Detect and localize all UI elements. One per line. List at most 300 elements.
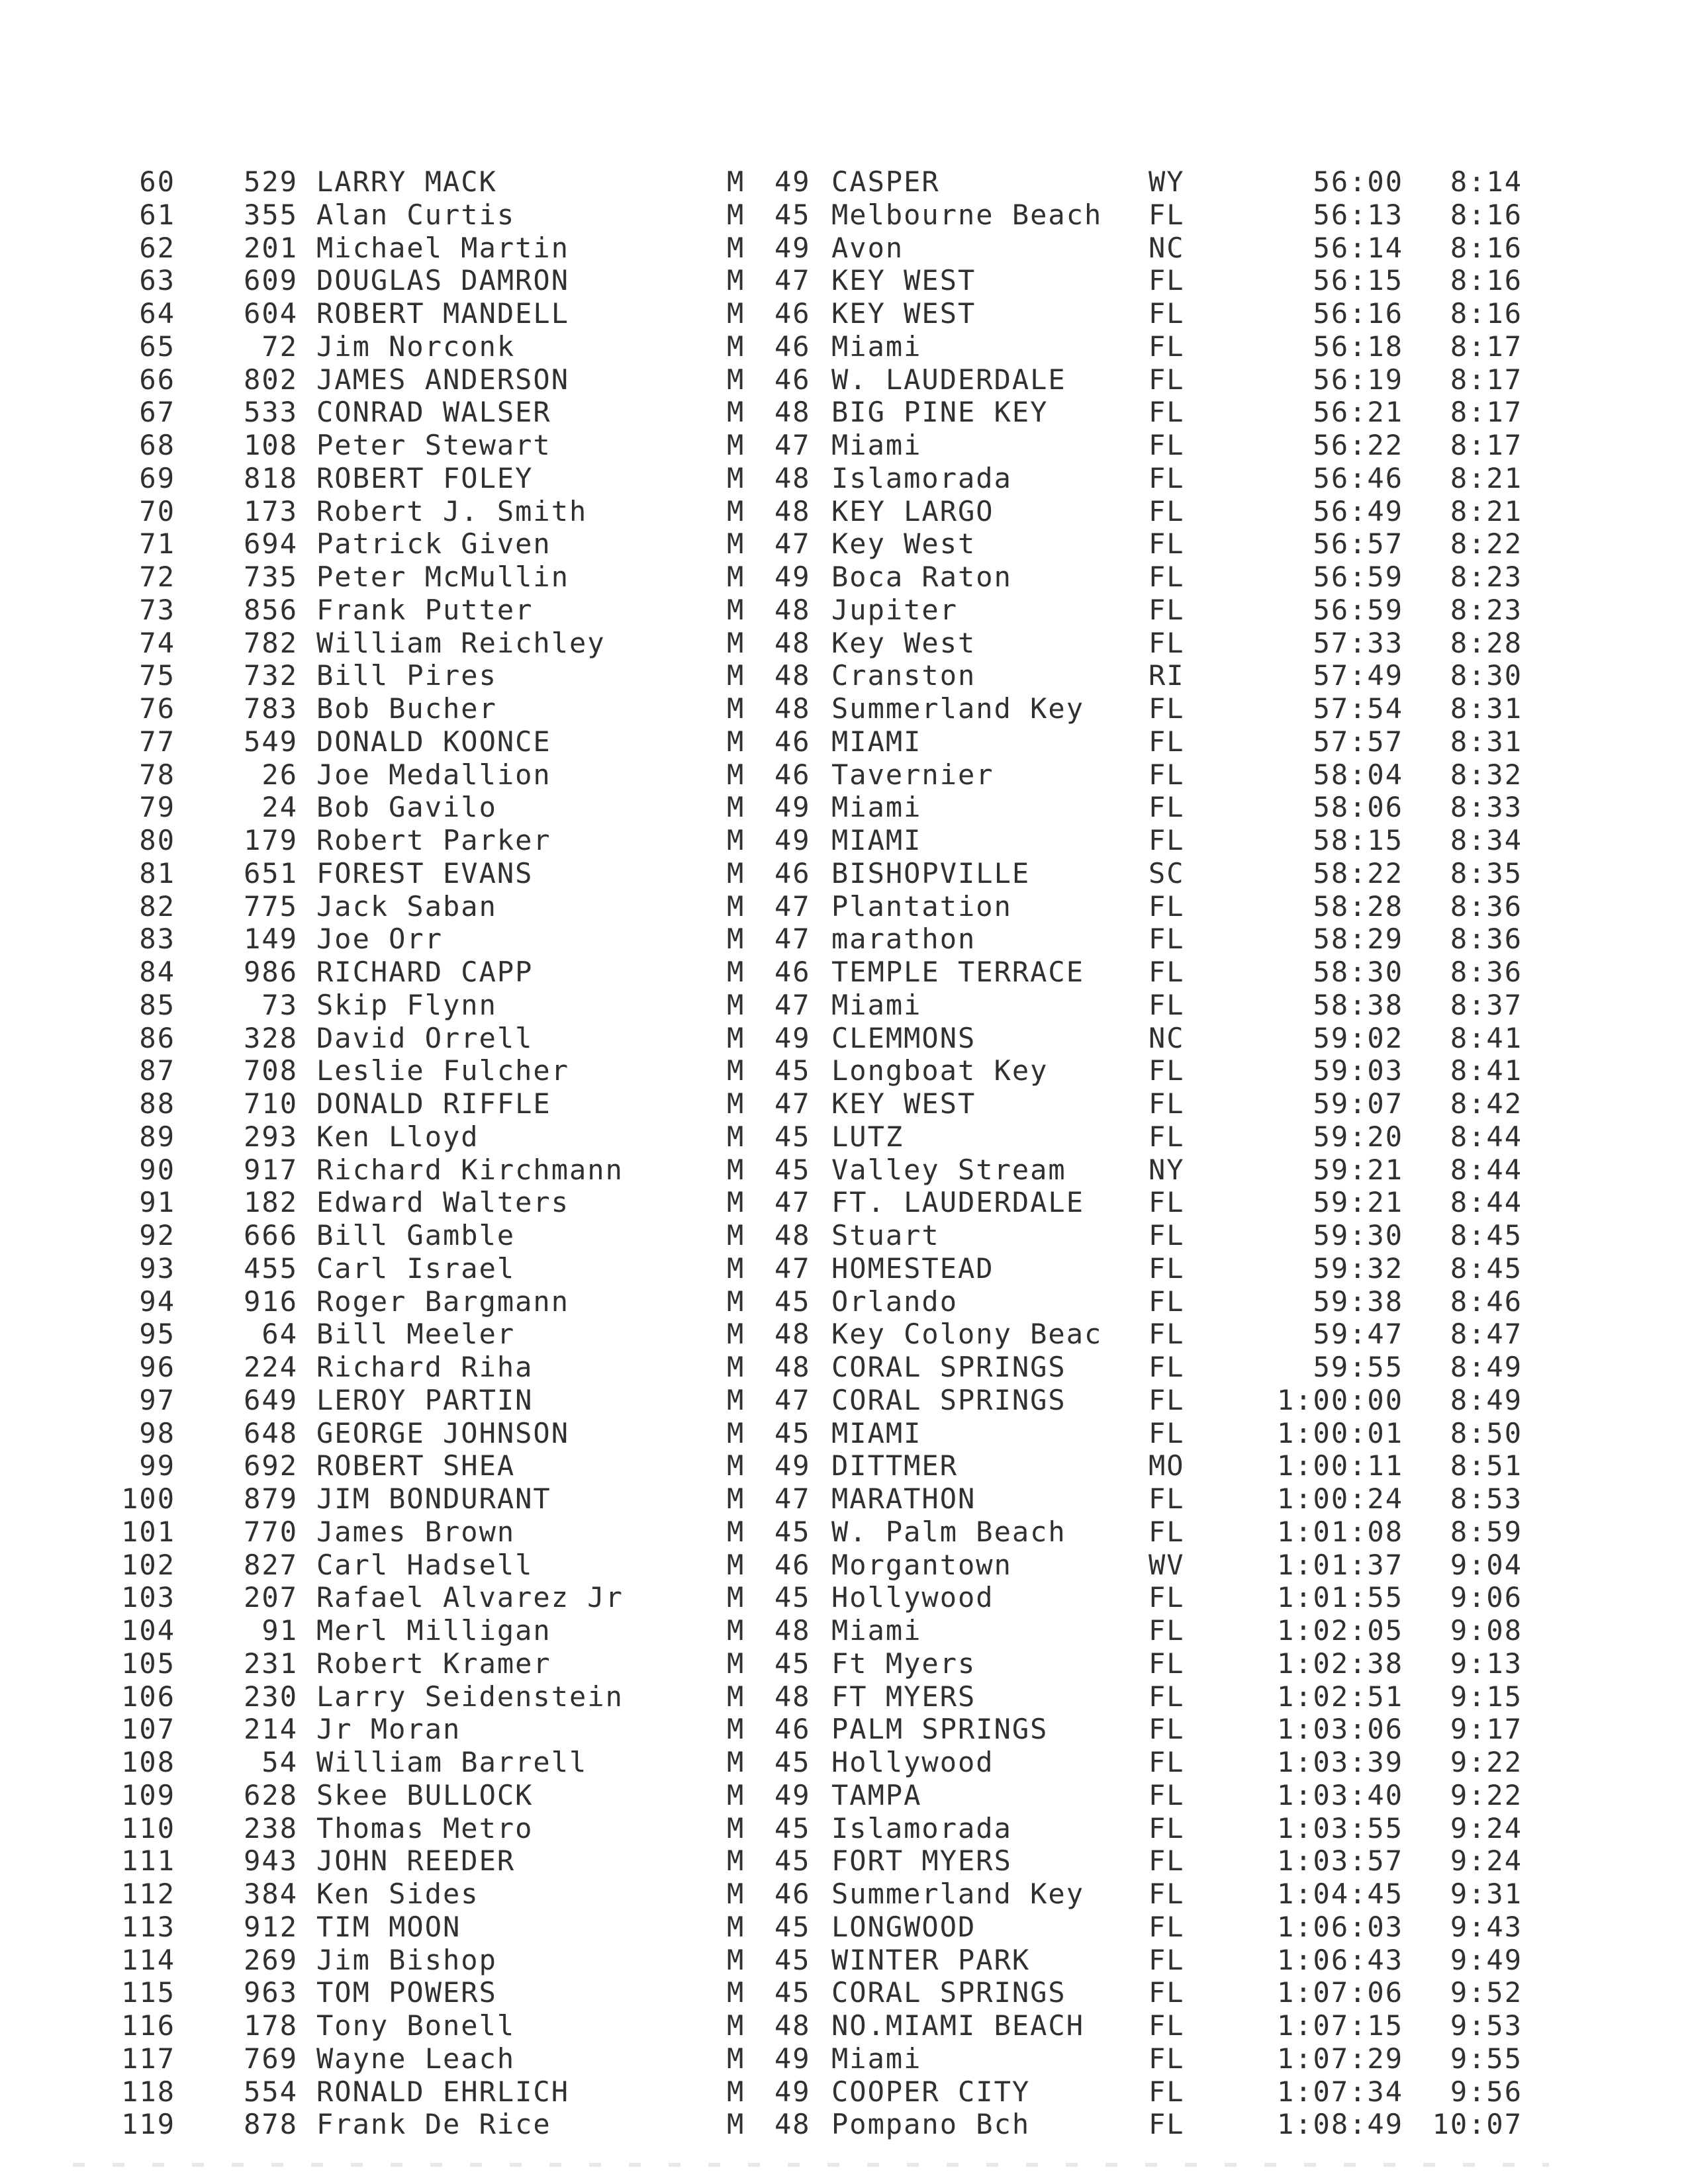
age-cell: 47 — [774, 1186, 811, 1219]
age-cell: 48 — [774, 593, 811, 626]
result-row — [0, 232, 1688, 265]
name-cell: TOM POWERS — [316, 1976, 497, 2009]
name-cell: Robert Parker — [316, 824, 551, 856]
scan-artifact-line — [73, 2163, 1549, 2167]
city-cell: TAMPA — [831, 1778, 922, 1811]
age-cell: 45 — [774, 1910, 811, 1943]
state-cell: FL — [1149, 1219, 1185, 1251]
city-cell: CORAL SPRINGS — [831, 1383, 1066, 1416]
pace-cell: 8:33 — [1450, 791, 1523, 824]
pace-cell: 8:23 — [1450, 561, 1523, 593]
age-cell: 49 — [774, 1449, 811, 1482]
place-cell: 84 — [139, 956, 175, 988]
state-cell: FL — [1149, 758, 1185, 791]
place-cell: 104 — [121, 1614, 175, 1647]
age-cell: 48 — [774, 396, 811, 429]
sex-cell: M — [727, 1219, 745, 1251]
time-cell: 1:02:05 — [1276, 1614, 1403, 1647]
bib-cell: 770 — [244, 1515, 298, 1548]
state-cell: MO — [1149, 1449, 1185, 1482]
bib-cell: 384 — [244, 1878, 298, 1910]
place-cell: 61 — [139, 198, 175, 231]
result-row — [0, 1087, 1688, 1120]
age-cell: 45 — [774, 1976, 811, 2009]
name-cell: Frank Putter — [316, 593, 534, 626]
age-cell: 45 — [774, 1515, 811, 1548]
city-cell: Summerland Key — [831, 1878, 1085, 1910]
name-cell: TIM MOON — [316, 1910, 461, 1943]
state-cell: FL — [1149, 264, 1185, 297]
place-cell: 116 — [121, 2009, 175, 2042]
age-cell: 47 — [774, 889, 811, 923]
result-row — [0, 725, 1688, 758]
time-cell: 1:02:51 — [1276, 1680, 1403, 1713]
result-row — [0, 1581, 1688, 1614]
result-row — [0, 1976, 1688, 2009]
bib-cell: 455 — [244, 1251, 298, 1285]
city-cell: Hollywood — [831, 1746, 994, 1778]
result-row — [0, 890, 1688, 923]
sex-cell: M — [727, 231, 745, 264]
time-cell: 1:03:57 — [1276, 1844, 1403, 1878]
state-cell: FL — [1149, 494, 1185, 527]
age-cell: 49 — [774, 2042, 811, 2075]
state-cell: FL — [1149, 198, 1185, 231]
result-row — [0, 396, 1688, 429]
city-cell: BISHOPVILLE — [831, 856, 1031, 889]
time-cell: 56:57 — [1313, 527, 1403, 561]
sex-cell: M — [727, 1285, 745, 1318]
state-cell: FL — [1149, 1383, 1185, 1416]
place-cell: 64 — [139, 297, 175, 330]
pace-cell: 9:55 — [1450, 2042, 1523, 2075]
bib-cell: 735 — [244, 561, 298, 593]
time-cell: 1:04:45 — [1276, 1878, 1403, 1910]
name-cell: Frank De Rice — [316, 2108, 551, 2141]
sex-cell: M — [727, 1021, 745, 1054]
pace-cell: 8:31 — [1450, 725, 1523, 758]
age-cell: 48 — [774, 659, 811, 692]
bib-cell: 769 — [244, 2042, 298, 2075]
age-cell: 46 — [774, 1878, 811, 1910]
bib-cell: 549 — [244, 725, 298, 758]
sex-cell: M — [727, 1713, 745, 1746]
result-row — [0, 199, 1688, 232]
sex-cell: M — [727, 1680, 745, 1713]
time-cell: 1:07:34 — [1276, 2075, 1403, 2108]
sex-cell: M — [727, 1746, 745, 1778]
sex-cell: M — [727, 1614, 745, 1647]
age-cell: 48 — [774, 461, 811, 494]
result-row — [0, 594, 1688, 627]
place-cell: 60 — [139, 165, 175, 198]
state-cell: FL — [1149, 889, 1185, 923]
sex-cell: M — [727, 1910, 745, 1943]
bib-cell: 73 — [261, 988, 298, 1021]
name-cell: William Reichley — [316, 626, 606, 659]
city-cell: Key West — [831, 527, 976, 561]
result-row — [0, 1417, 1688, 1450]
state-cell: NC — [1149, 1021, 1185, 1054]
state-cell: FL — [1149, 1910, 1185, 1943]
age-cell: 46 — [774, 758, 811, 791]
time-cell: 58:30 — [1313, 956, 1403, 988]
name-cell: DONALD KOONCE — [316, 725, 551, 758]
pace-cell: 8:34 — [1450, 824, 1523, 856]
pace-cell: 8:44 — [1450, 1186, 1523, 1219]
result-row — [0, 1944, 1688, 1977]
bib-cell: 179 — [244, 824, 298, 856]
sex-cell: M — [727, 1153, 745, 1186]
city-cell: Ft Myers — [831, 1647, 976, 1680]
state-cell: FL — [1149, 363, 1185, 396]
state-cell: WY — [1149, 165, 1185, 198]
result-row — [0, 462, 1688, 495]
city-cell: Miami — [831, 1614, 922, 1647]
place-cell: 93 — [139, 1251, 175, 1285]
name-cell: James Brown — [316, 1515, 516, 1548]
name-cell: Peter McMullin — [316, 561, 570, 593]
bib-cell: 604 — [244, 297, 298, 330]
time-cell: 1:00:00 — [1276, 1383, 1403, 1416]
bib-cell: 64 — [261, 1318, 298, 1351]
city-cell: Islamorada — [831, 1811, 1012, 1844]
city-cell: CORAL SPRINGS — [831, 1351, 1066, 1383]
city-cell: W. Palm Beach — [831, 1515, 1066, 1548]
age-cell: 45 — [774, 1120, 811, 1153]
result-row — [0, 1449, 1688, 1482]
name-cell: Jim Norconk — [316, 330, 516, 363]
city-cell: Cranston — [831, 659, 976, 692]
sex-cell: M — [727, 1383, 745, 1416]
state-cell: FL — [1149, 1416, 1185, 1449]
bib-cell: 207 — [244, 1581, 298, 1614]
bib-cell: 609 — [244, 264, 298, 297]
name-cell: JAMES ANDERSON — [316, 363, 570, 396]
bib-cell: 963 — [244, 1976, 298, 2009]
sex-cell: M — [727, 1318, 745, 1351]
pace-cell: 8:50 — [1450, 1416, 1523, 1449]
bib-cell: 878 — [244, 2108, 298, 2141]
pace-cell: 8:53 — [1450, 1482, 1523, 1515]
age-cell: 48 — [774, 1351, 811, 1383]
state-cell: FL — [1149, 1120, 1185, 1153]
pace-cell: 8:23 — [1450, 593, 1523, 626]
pace-cell: 8:17 — [1450, 330, 1523, 363]
sex-cell: M — [727, 593, 745, 626]
name-cell: Patrick Given — [316, 527, 551, 561]
bib-cell: 708 — [244, 1054, 298, 1087]
state-cell: FL — [1149, 988, 1185, 1021]
state-cell: FL — [1149, 1680, 1185, 1713]
name-cell: William Barrell — [316, 1746, 588, 1778]
age-cell: 46 — [774, 1548, 811, 1581]
state-cell: NY — [1149, 1153, 1185, 1186]
state-cell: FL — [1149, 1778, 1185, 1811]
name-cell: FOREST EVANS — [316, 856, 534, 889]
age-cell: 45 — [774, 1054, 811, 1087]
time-cell: 59:02 — [1313, 1021, 1403, 1054]
result-row — [0, 758, 1688, 792]
time-cell: 1:03:06 — [1276, 1713, 1403, 1746]
name-cell: RONALD EHRLICH — [316, 2075, 570, 2108]
state-cell: WV — [1149, 1548, 1185, 1581]
pace-cell: 8:17 — [1450, 363, 1523, 396]
time-cell: 1:01:37 — [1276, 1548, 1403, 1581]
result-row — [0, 923, 1688, 956]
time-cell: 58:22 — [1313, 856, 1403, 889]
time-cell: 56:00 — [1313, 165, 1403, 198]
result-row — [0, 857, 1688, 890]
sex-cell: M — [727, 824, 745, 856]
bib-cell: 108 — [244, 429, 298, 461]
state-cell: FL — [1149, 561, 1185, 593]
city-cell: KEY LARGO — [831, 494, 994, 527]
pace-cell: 9:53 — [1450, 2009, 1523, 2042]
age-cell: 49 — [774, 165, 811, 198]
state-cell: FL — [1149, 330, 1185, 363]
place-cell: 66 — [139, 363, 175, 396]
bib-cell: 916 — [244, 1285, 298, 1318]
sex-cell: M — [727, 758, 745, 791]
bib-cell: 666 — [244, 1219, 298, 1251]
result-row — [0, 1120, 1688, 1154]
pace-cell: 9:17 — [1450, 1713, 1523, 1746]
bib-cell: 827 — [244, 1548, 298, 1581]
state-cell: SC — [1149, 856, 1185, 889]
name-cell: Michael Martin — [316, 231, 570, 264]
sex-cell: M — [727, 461, 745, 494]
name-cell: Leslie Fulcher — [316, 1054, 570, 1087]
age-cell: 48 — [774, 1614, 811, 1647]
time-cell: 1:06:43 — [1276, 1943, 1403, 1976]
name-cell: LEROY PARTIN — [316, 1383, 534, 1416]
result-row — [0, 429, 1688, 462]
place-cell: 92 — [139, 1219, 175, 1251]
pace-cell: 8:45 — [1450, 1251, 1523, 1285]
time-cell: 56:21 — [1313, 396, 1403, 429]
age-cell: 48 — [774, 626, 811, 659]
time-cell: 1:00:01 — [1276, 1416, 1403, 1449]
city-cell: CORAL SPRINGS — [831, 1976, 1066, 2009]
bib-cell: 694 — [244, 527, 298, 561]
city-cell: MIAMI — [831, 824, 922, 856]
result-row — [0, 297, 1688, 330]
result-row — [0, 1844, 1688, 1878]
result-row — [0, 264, 1688, 297]
pace-cell: 9:56 — [1450, 2075, 1523, 2108]
result-row — [0, 1022, 1688, 1055]
state-cell: FL — [1149, 396, 1185, 429]
city-cell: FT. LAUDERDALE — [831, 1186, 1085, 1219]
pace-cell: 8:44 — [1450, 1153, 1523, 1186]
time-cell: 59:20 — [1313, 1120, 1403, 1153]
name-cell: ROBERT MANDELL — [316, 297, 570, 330]
sex-cell: M — [727, 626, 745, 659]
sex-cell: M — [727, 1449, 745, 1482]
age-cell: 49 — [774, 231, 811, 264]
sex-cell: M — [727, 725, 745, 758]
place-cell: 98 — [139, 1416, 175, 1449]
state-cell: FL — [1149, 1647, 1185, 1680]
sex-cell: M — [727, 1581, 745, 1614]
age-cell: 48 — [774, 494, 811, 527]
result-row — [0, 1154, 1688, 1187]
pace-cell: 9:24 — [1450, 1811, 1523, 1844]
place-cell: 85 — [139, 988, 175, 1021]
state-cell: FL — [1149, 1614, 1185, 1647]
state-cell: FL — [1149, 1186, 1185, 1219]
place-cell: 81 — [139, 856, 175, 889]
sex-cell: M — [727, 1976, 745, 2009]
bib-cell: 214 — [244, 1713, 298, 1746]
name-cell: Rafael Alvarez Jr — [316, 1581, 624, 1614]
state-cell: FL — [1149, 791, 1185, 824]
state-cell: FL — [1149, 824, 1185, 856]
bib-cell: 26 — [261, 758, 298, 791]
sex-cell: M — [727, 889, 745, 923]
result-row — [0, 956, 1688, 989]
city-cell: Miami — [831, 791, 922, 824]
time-cell: 1:07:29 — [1276, 2042, 1403, 2075]
place-cell: 78 — [139, 758, 175, 791]
name-cell: Thomas Metro — [316, 1811, 534, 1844]
state-cell: FL — [1149, 527, 1185, 561]
name-cell: LARRY MACK — [316, 165, 497, 198]
state-cell: FL — [1149, 923, 1185, 956]
city-cell: MARATHON — [831, 1482, 976, 1515]
sex-cell: M — [727, 561, 745, 593]
name-cell: Roger Bargmann — [316, 1285, 570, 1318]
age-cell: 45 — [774, 1746, 811, 1778]
place-cell: 117 — [121, 2042, 175, 2075]
state-cell: FL — [1149, 1878, 1185, 1910]
sex-cell: M — [727, 198, 745, 231]
result-row — [0, 1186, 1688, 1219]
city-cell: Stuart — [831, 1219, 940, 1251]
sex-cell: M — [727, 1251, 745, 1285]
place-cell: 83 — [139, 923, 175, 956]
result-row — [0, 824, 1688, 857]
name-cell: ROBERT SHEA — [316, 1449, 516, 1482]
city-cell: MIAMI — [831, 1416, 922, 1449]
place-cell: 112 — [121, 1878, 175, 1910]
time-cell: 59:55 — [1313, 1351, 1403, 1383]
time-cell: 56:13 — [1313, 198, 1403, 231]
time-cell: 59:21 — [1313, 1186, 1403, 1219]
city-cell: Key Colony Beac — [831, 1318, 1103, 1351]
state-cell: FL — [1149, 1943, 1185, 1976]
place-cell: 75 — [139, 659, 175, 692]
sex-cell: M — [727, 1482, 745, 1515]
pace-cell: 8:28 — [1450, 626, 1523, 659]
place-cell: 90 — [139, 1153, 175, 1186]
bib-cell: 917 — [244, 1153, 298, 1186]
city-cell: Longboat Key — [831, 1054, 1049, 1087]
place-cell: 94 — [139, 1285, 175, 1318]
bib-cell: 72 — [261, 330, 298, 363]
sex-cell: M — [727, 1548, 745, 1581]
bib-cell: 355 — [244, 198, 298, 231]
age-cell: 49 — [774, 824, 811, 856]
time-cell: 57:33 — [1313, 626, 1403, 659]
bib-cell: 149 — [244, 923, 298, 956]
time-cell: 58:28 — [1313, 889, 1403, 923]
age-cell: 47 — [774, 264, 811, 297]
city-cell: Hollywood — [831, 1581, 994, 1614]
bib-cell: 533 — [244, 396, 298, 429]
bib-cell: 24 — [261, 791, 298, 824]
result-row — [0, 2009, 1688, 2042]
pace-cell: 8:16 — [1450, 231, 1523, 264]
result-row — [0, 1516, 1688, 1549]
sex-cell: M — [727, 1351, 745, 1383]
result-row — [0, 1779, 1688, 1812]
place-cell: 91 — [139, 1186, 175, 1219]
age-cell: 48 — [774, 692, 811, 725]
age-cell: 48 — [774, 1318, 811, 1351]
name-cell: Bill Pires — [316, 659, 497, 692]
place-cell: 68 — [139, 429, 175, 461]
pace-cell: 9:04 — [1450, 1548, 1523, 1581]
age-cell: 48 — [774, 1219, 811, 1251]
time-cell: 58:06 — [1313, 791, 1403, 824]
place-cell: 101 — [121, 1515, 175, 1548]
pace-cell: 8:31 — [1450, 692, 1523, 725]
state-cell: FL — [1149, 1713, 1185, 1746]
age-cell: 47 — [774, 1482, 811, 1515]
age-cell: 47 — [774, 429, 811, 461]
state-cell: FL — [1149, 626, 1185, 659]
pace-cell: 8:17 — [1450, 396, 1523, 429]
bib-cell: 856 — [244, 593, 298, 626]
bib-cell: 943 — [244, 1844, 298, 1878]
pace-cell: 8:46 — [1450, 1285, 1523, 1318]
time-cell: 57:54 — [1313, 692, 1403, 725]
pace-cell: 8:41 — [1450, 1021, 1523, 1054]
pace-cell: 9:52 — [1450, 1976, 1523, 2009]
name-cell: Richard Kirchmann — [316, 1153, 624, 1186]
result-row — [0, 1549, 1688, 1582]
city-cell: Morgantown — [831, 1548, 1012, 1581]
bib-cell: 648 — [244, 1416, 298, 1449]
pace-cell: 9:31 — [1450, 1878, 1523, 1910]
city-cell: BIG PINE KEY — [831, 396, 1049, 429]
time-cell: 1:00:11 — [1276, 1449, 1403, 1482]
place-cell: 96 — [139, 1351, 175, 1383]
result-row — [0, 1746, 1688, 1779]
result-row — [0, 1911, 1688, 1944]
name-cell: Jim Bishop — [316, 1943, 497, 1976]
state-cell: FL — [1149, 692, 1185, 725]
sex-cell: M — [727, 1416, 745, 1449]
pace-cell: 8:21 — [1450, 461, 1523, 494]
result-row — [0, 659, 1688, 692]
bib-cell: 912 — [244, 1910, 298, 1943]
place-cell: 97 — [139, 1383, 175, 1416]
name-cell: RICHARD CAPP — [316, 956, 534, 988]
place-cell: 88 — [139, 1087, 175, 1120]
pace-cell: 9:43 — [1450, 1910, 1523, 1943]
place-cell: 69 — [139, 461, 175, 494]
city-cell: Miami — [831, 2042, 922, 2075]
sex-cell: M — [727, 363, 745, 396]
city-cell: Boca Raton — [831, 561, 1012, 593]
city-cell: FORT MYERS — [831, 1844, 1012, 1878]
pace-cell: 8:36 — [1450, 923, 1523, 956]
state-cell: FL — [1149, 2042, 1185, 2075]
time-cell: 1:07:06 — [1276, 1976, 1403, 2009]
